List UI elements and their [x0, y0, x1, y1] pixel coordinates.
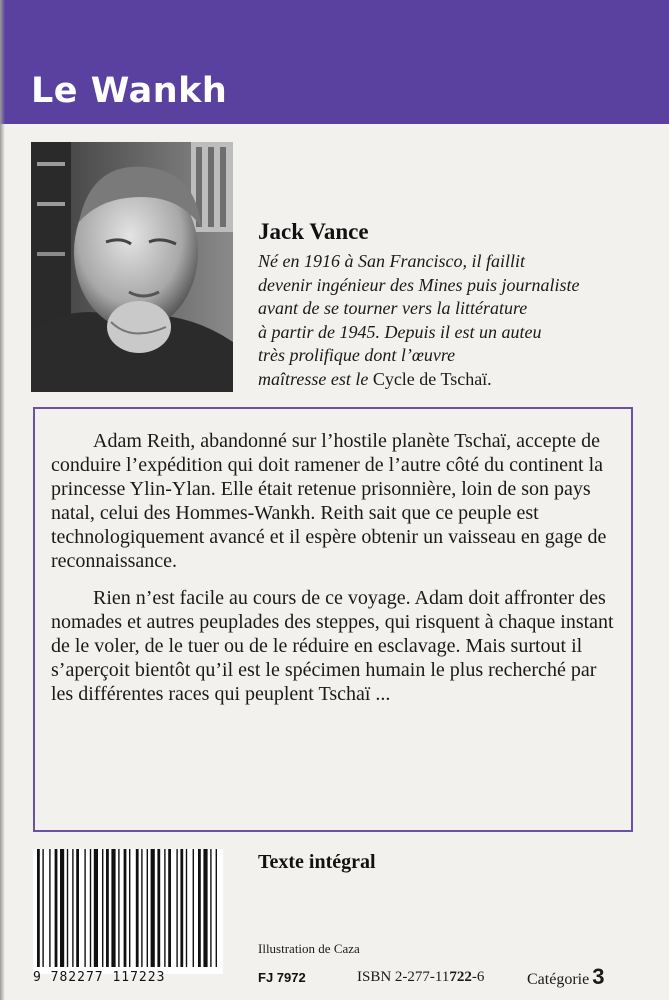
synopsis-paragraph: Rien n’est facile au cours de ce voyage. Adam doit affronter des nomades et autres peuplades des steppes, qui risquent à chaque instant de le voler, de le tuer ou de le réduire en esclavage. Mais surtout il s’aperçoit bientôt qu’il est le spécimen humain le plus recherché par les différentes races qui peuplent Tschaï ...	[51, 587, 614, 705]
barcode-bar	[157, 849, 160, 967]
barcode-bar	[141, 849, 142, 967]
barcode-bar	[198, 849, 201, 967]
barcode-bar	[84, 849, 85, 967]
barcode-bar	[49, 849, 50, 967]
barcode-bar	[147, 849, 148, 967]
barcode-bar	[55, 849, 58, 967]
barcode-bar	[164, 849, 165, 967]
barcode-bar	[102, 849, 103, 967]
barcode-bar	[203, 849, 207, 967]
author-bio	[258, 250, 653, 391]
illustration-credit: Illustration de Caza	[258, 941, 360, 956]
bio-line: avant de se tourner vers la littérature	[258, 298, 528, 318]
isbn	[357, 970, 484, 985]
bio-line-last	[258, 368, 653, 392]
barcode-bar	[76, 849, 79, 967]
barcode-bar	[151, 849, 155, 967]
bio-line: très prolifique dont l’œuvre	[258, 345, 456, 365]
barcode-bar	[136, 849, 139, 967]
barcode-bar	[106, 849, 109, 967]
isbn-bold: 722	[449, 969, 472, 985]
barcode-number: 9 782277 117223	[33, 970, 166, 985]
barcode-bars	[33, 849, 223, 969]
author-name: Jack Vance	[258, 219, 369, 244]
synopsis-text	[51, 429, 621, 719]
barcode-bar	[168, 849, 171, 967]
barcode-bar	[186, 849, 187, 967]
barcode-bar	[72, 849, 73, 967]
texte-integral-label: Texte intégral	[258, 851, 376, 873]
barcode-bar	[180, 849, 183, 967]
bio-line: à partir de 1945. Depuis il est un auteu	[258, 321, 542, 342]
categorie	[527, 966, 604, 988]
synopsis-paragraph: Adam Reith, abandonné sur l’hostile planète Tschaï, accepte de conduire l’expédition qui doit ramener de l’autre côté du continent la princesse Ylin-Ylan. Elle était retenue prisonnière, loin de son pays natal, celui des Hommes-Wankh. Reith sait que ce peuple est technologiquement avancé et il espère obtenir un vaisseau en gage de reconnaissance.	[51, 430, 607, 572]
barcode-bar	[118, 849, 119, 967]
author-portrait-photo	[31, 142, 233, 392]
categorie-number: 3	[592, 964, 605, 989]
author-photo	[31, 142, 233, 392]
barcode-bar	[60, 849, 64, 967]
publisher-code: FJ 7972	[258, 970, 306, 985]
barcode-bar	[129, 849, 130, 967]
barcode-bar	[210, 849, 211, 967]
bio-line: devenir ingénieur des Mines puis journaliste	[258, 274, 580, 295]
cycle-title: Cycle de Tschaï.	[372, 368, 492, 389]
barcode-bar	[67, 849, 68, 967]
bio-last-italic: maîtresse est le	[258, 368, 373, 389]
isbn-suffix: -6	[471, 969, 485, 985]
barcode-bar	[193, 849, 194, 967]
categorie-label: Catégorie	[527, 971, 590, 988]
barcode-bar	[42, 849, 43, 967]
barcode-bar	[37, 849, 40, 967]
barcode	[33, 849, 223, 974]
bio-line: Né en 1916 à San Francisco, il faillit	[258, 251, 525, 271]
barcode-bar	[216, 849, 217, 967]
barcode-bar	[111, 849, 115, 967]
page-edge-shadow	[0, 0, 5, 1000]
isbn-prefix: ISBN 2-277-11	[357, 969, 450, 985]
barcode-bar	[124, 849, 127, 967]
barcode-bar	[176, 849, 177, 967]
book-title: Le Wankh	[31, 71, 228, 111]
barcode-bar	[90, 849, 91, 967]
barcode-bar	[94, 849, 98, 967]
